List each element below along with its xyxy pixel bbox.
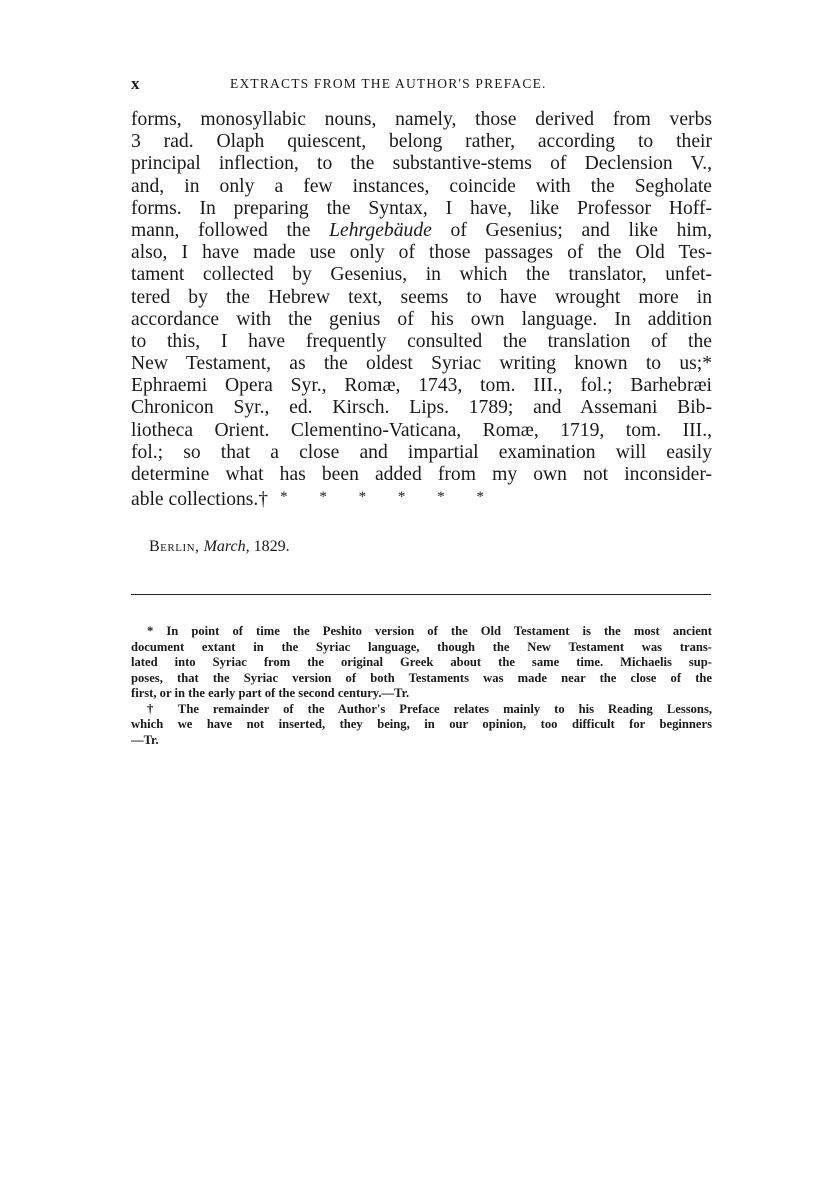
body-line-final	[131, 486, 712, 511]
body-line: forms. In preparing the Syntax, I have, like Professor Hoff-	[131, 197, 712, 219]
body-line: liotheca Orient. Clementino-Vaticana, Romæ, 1719, tom. III.,	[131, 419, 712, 441]
page-number: x	[131, 74, 140, 93]
signature-month: March,	[203, 538, 250, 555]
footnotes	[131, 624, 712, 748]
footnote-line: —Tr.	[131, 732, 159, 747]
body-line: tered by the Hebrew text, seems to have wrought more in	[131, 286, 712, 308]
body-line: Ephraemi Opera Syr., Romæ, 1743, tom. III., fol.; Barhebræi	[131, 375, 712, 397]
body-text-segment: able collections.†	[131, 489, 269, 511]
body-line: and, in only a few instances, coincide with the Segholate	[131, 175, 712, 197]
body-line: determine what has been added from my own not inconsider-	[131, 464, 712, 485]
body-text-segment: of Gesenius; and like him,	[450, 219, 712, 241]
body-line: principal inflection, to the substantive-stems of Declension V.,	[131, 153, 712, 175]
footnote-divider	[131, 594, 711, 595]
body-line: tament collected by Gesenius, in which the translator, unfet-	[131, 264, 712, 286]
italic-title: Lehrgebäude	[329, 219, 432, 241]
body-text-segment: mann, followed the	[131, 219, 311, 241]
signature-city: Berlin,	[149, 538, 200, 555]
signature-year: 1829.	[253, 538, 290, 555]
footnote-line: † The remainder of the Author's Preface relates mainly to his Reading Lessons,	[147, 701, 712, 716]
body-line: New Testament, as the oldest Syriac writing known to us;*	[131, 353, 712, 375]
footnote-line: * In point of time the Peshito version of the Old Testament is the most ancient	[147, 624, 712, 638]
body-paragraph	[131, 109, 712, 511]
body-line: fol.; so that a close and impartial examination will easily	[131, 441, 712, 463]
body-line: also, I have made use only of those passages of the Old Tes-	[131, 242, 712, 264]
signature-dateline	[149, 538, 290, 556]
footnote-line: lated into Syriac from the original Greek about the same time. Michaelis sup-	[131, 655, 712, 669]
footnote-line: poses, that the Syriac version of both Testaments was made near the close of the	[131, 670, 712, 685]
asterisk-ellipsis: * * * * * *	[280, 489, 498, 506]
running-title: EXTRACTS FROM THE AUTHOR'S PREFACE.	[230, 76, 547, 91]
footnote-line: first, or in the early part of the second century.—Tr.	[131, 686, 410, 700]
body-line: accordance with the genius of his own language. In addition	[131, 308, 712, 330]
body-line: forms, monosyllabic nouns, namely, those derived from verbs	[131, 109, 712, 130]
body-line: to this, I have frequently consulted the translation of the	[131, 330, 712, 352]
body-line: 3 rad. Olaph quiescent, belong rather, according to their	[131, 131, 712, 153]
body-line-with-italic	[131, 220, 712, 242]
body-line: Chronicon Syr., ed. Kirsch. Lips. 1789; and Assemani Bib-	[131, 397, 712, 419]
running-header	[131, 74, 711, 98]
footnote-line: which we have not inserted, they being, in our opinion, too difficult for beginners	[131, 717, 712, 731]
footnote-line: document extant in the Syriac language, though the New Testament was trans-	[131, 639, 712, 654]
